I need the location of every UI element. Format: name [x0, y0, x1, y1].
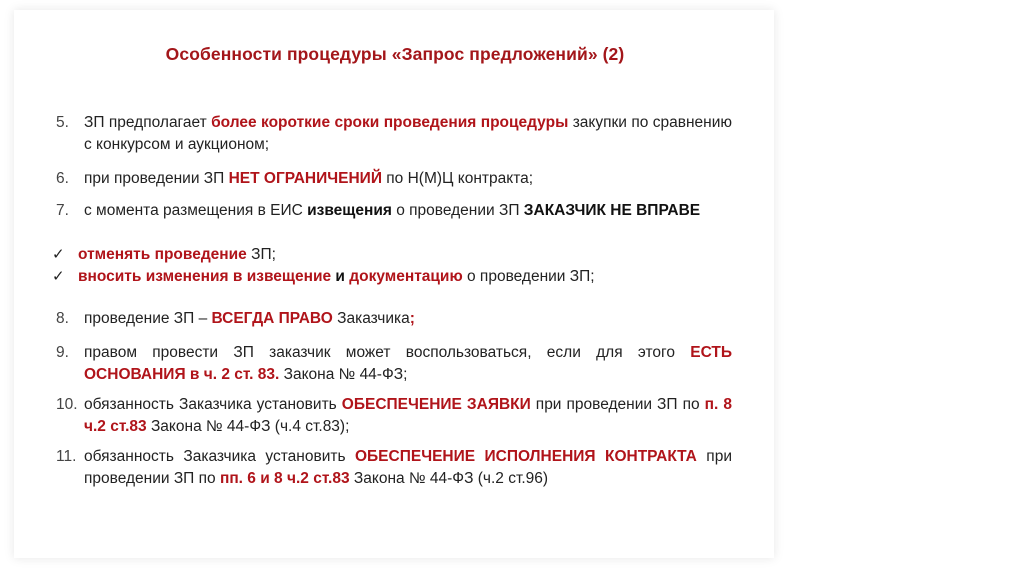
- text-run: о проведении ЗП: [391, 202, 524, 219]
- item-number: 9.: [56, 344, 69, 361]
- item-number: 8.: [56, 310, 69, 327]
- highlight-run: п. 8 ч.2 ст.83: [84, 396, 732, 435]
- check-text: [78, 266, 595, 288]
- highlight-run: вносить изменения в извещение: [78, 268, 332, 285]
- text-run: ЗП предполагает: [84, 114, 212, 131]
- text-run: обязанность Заказчика установить: [84, 396, 342, 413]
- text-run: Закона № 44-ФЗ (ч.2 ст.96): [349, 470, 549, 487]
- slide-title: Особенности процедуры «Запрос предложений» (2): [165, 44, 625, 64]
- item-number: 10.: [56, 396, 78, 413]
- item-text: [84, 200, 732, 222]
- item-text: [84, 342, 732, 386]
- list-item-8: [56, 308, 732, 330]
- item-text: [84, 446, 732, 490]
- item-text: [84, 308, 732, 330]
- highlight-run: ВСЕГДА ПРАВО: [211, 310, 333, 327]
- highlight-run: ЕСТЬ ОСНОВАНИЯ в ч. 2 ст. 83.: [84, 344, 732, 383]
- highlight-run: ;: [409, 310, 415, 327]
- checkmark-icon: ✓: [52, 246, 65, 263]
- list-item-10: [56, 394, 732, 438]
- text-run: о проведении ЗП;: [462, 268, 595, 285]
- highlight-run: НЕТ ОГРАНИЧЕНИЙ: [228, 170, 382, 187]
- text-run: при проведении ЗП: [84, 170, 229, 187]
- check-item-2: [52, 266, 732, 288]
- list-item-7: [56, 200, 732, 222]
- highlight-run: отменять проведение: [78, 246, 247, 263]
- list-item-9: [56, 342, 732, 386]
- list-item-11: [56, 446, 732, 490]
- text-run: Заказчика: [332, 310, 410, 327]
- item-number: 6.: [56, 170, 69, 187]
- checkmark-icon: ✓: [52, 268, 65, 285]
- list-item-6: [56, 168, 732, 190]
- bold-run: ЗАКАЗЧИК НЕ ВПРАВЕ: [523, 202, 701, 219]
- item-number: 11.: [56, 448, 77, 465]
- list-item-5: [56, 112, 732, 156]
- text-run: при проведении ЗП по: [84, 448, 732, 487]
- text-run: ЗП;: [246, 246, 276, 263]
- item-number: 5.: [56, 114, 69, 131]
- text-run: закупки по сравнению с конкурсом и аукционом;: [84, 114, 732, 153]
- item-text: [84, 394, 732, 438]
- item-text: [84, 168, 732, 190]
- text-run: по Н(М)Ц контракта;: [381, 170, 534, 187]
- check-item-1: [52, 244, 732, 266]
- highlight-run: пп. 6 и 8 ч.2 ст.83: [219, 470, 350, 487]
- highlight-run: документацию: [349, 268, 463, 285]
- text-run: проведение ЗП –: [84, 310, 212, 327]
- item-number: 7.: [56, 202, 69, 219]
- bold-run: извещения: [307, 202, 392, 219]
- text-run: Закона № 44-ФЗ (ч.4 ст.83);: [146, 418, 350, 435]
- highlight-run: более короткие сроки проведения процедуры: [211, 114, 569, 131]
- text-run: обязанность Заказчика установить: [84, 448, 355, 465]
- highlight-run: ОБЕСПЕЧЕНИЕ ЗАЯВКИ: [341, 396, 531, 413]
- text-run: Закона № 44-ФЗ;: [279, 366, 408, 383]
- check-text: [78, 244, 276, 266]
- highlight-run: ОБЕСПЕЧЕНИЕ ИСПОЛНЕНИЯ КОНТРАКТА: [354, 448, 697, 465]
- bold-run: и: [331, 268, 350, 285]
- text-run: с момента размещения в ЕИС: [84, 202, 308, 219]
- text-run: при проведении ЗП по: [530, 396, 705, 413]
- item-text: [84, 112, 732, 156]
- text-run: правом провести ЗП заказчик может воспользоваться, если для этого: [84, 344, 691, 361]
